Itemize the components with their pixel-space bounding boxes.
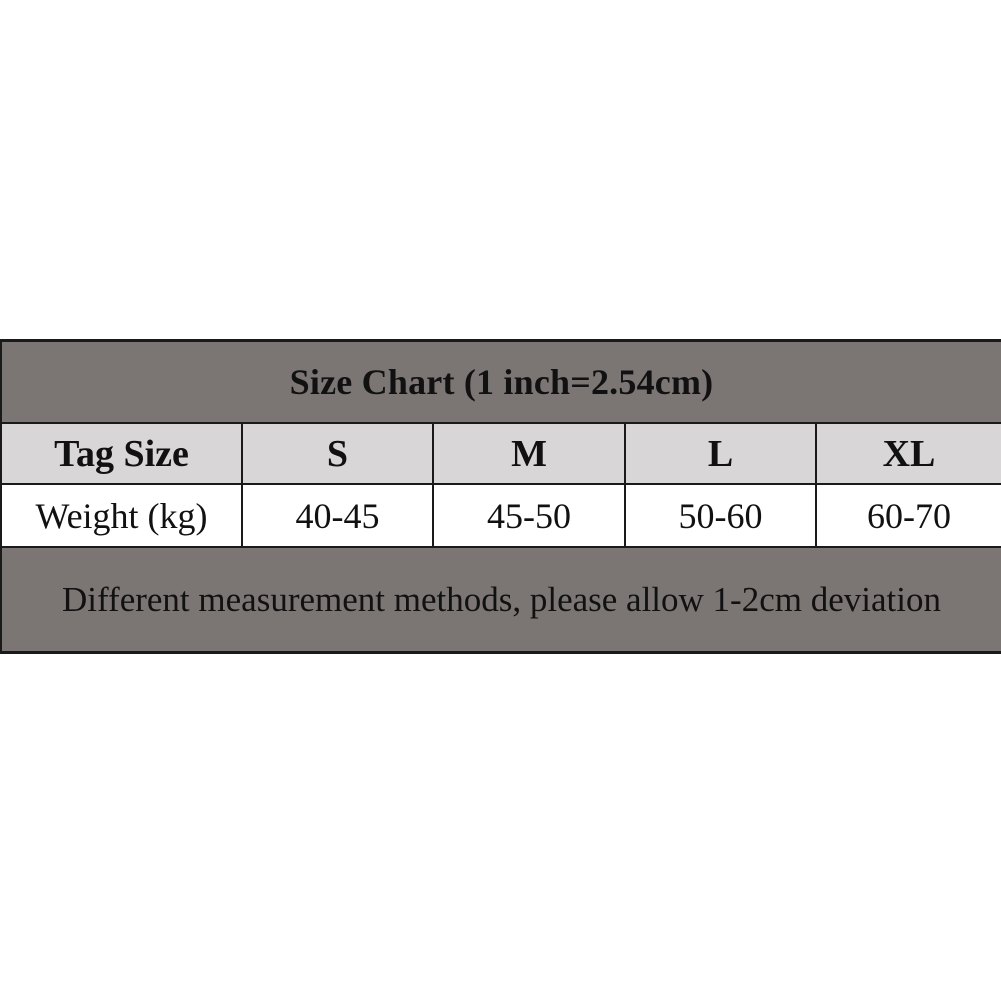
cell-weight-s: 40-45 [243, 485, 434, 546]
header-cell-m: M [434, 424, 626, 485]
size-chart-note-row [2, 546, 1001, 651]
row-label-weight: Weight (kg) [2, 485, 243, 546]
size-chart-grid [2, 424, 1001, 546]
header-cell-xl: XL [817, 424, 1001, 485]
header-cell-tag-size: Tag Size [2, 424, 243, 485]
header-cell-l: L [626, 424, 817, 485]
cell-weight-l: 50-60 [626, 485, 817, 546]
size-chart-title-row [2, 342, 1001, 424]
cell-weight-xl: 60-70 [817, 485, 1001, 546]
size-chart-title: Size Chart (1 inch=2.54cm) [289, 362, 714, 402]
size-chart-table [0, 339, 1001, 654]
size-chart-note: Different measurement methods, please allow 1-2cm deviation [62, 579, 941, 619]
header-cell-s: S [243, 424, 434, 485]
cell-weight-m: 45-50 [434, 485, 626, 546]
